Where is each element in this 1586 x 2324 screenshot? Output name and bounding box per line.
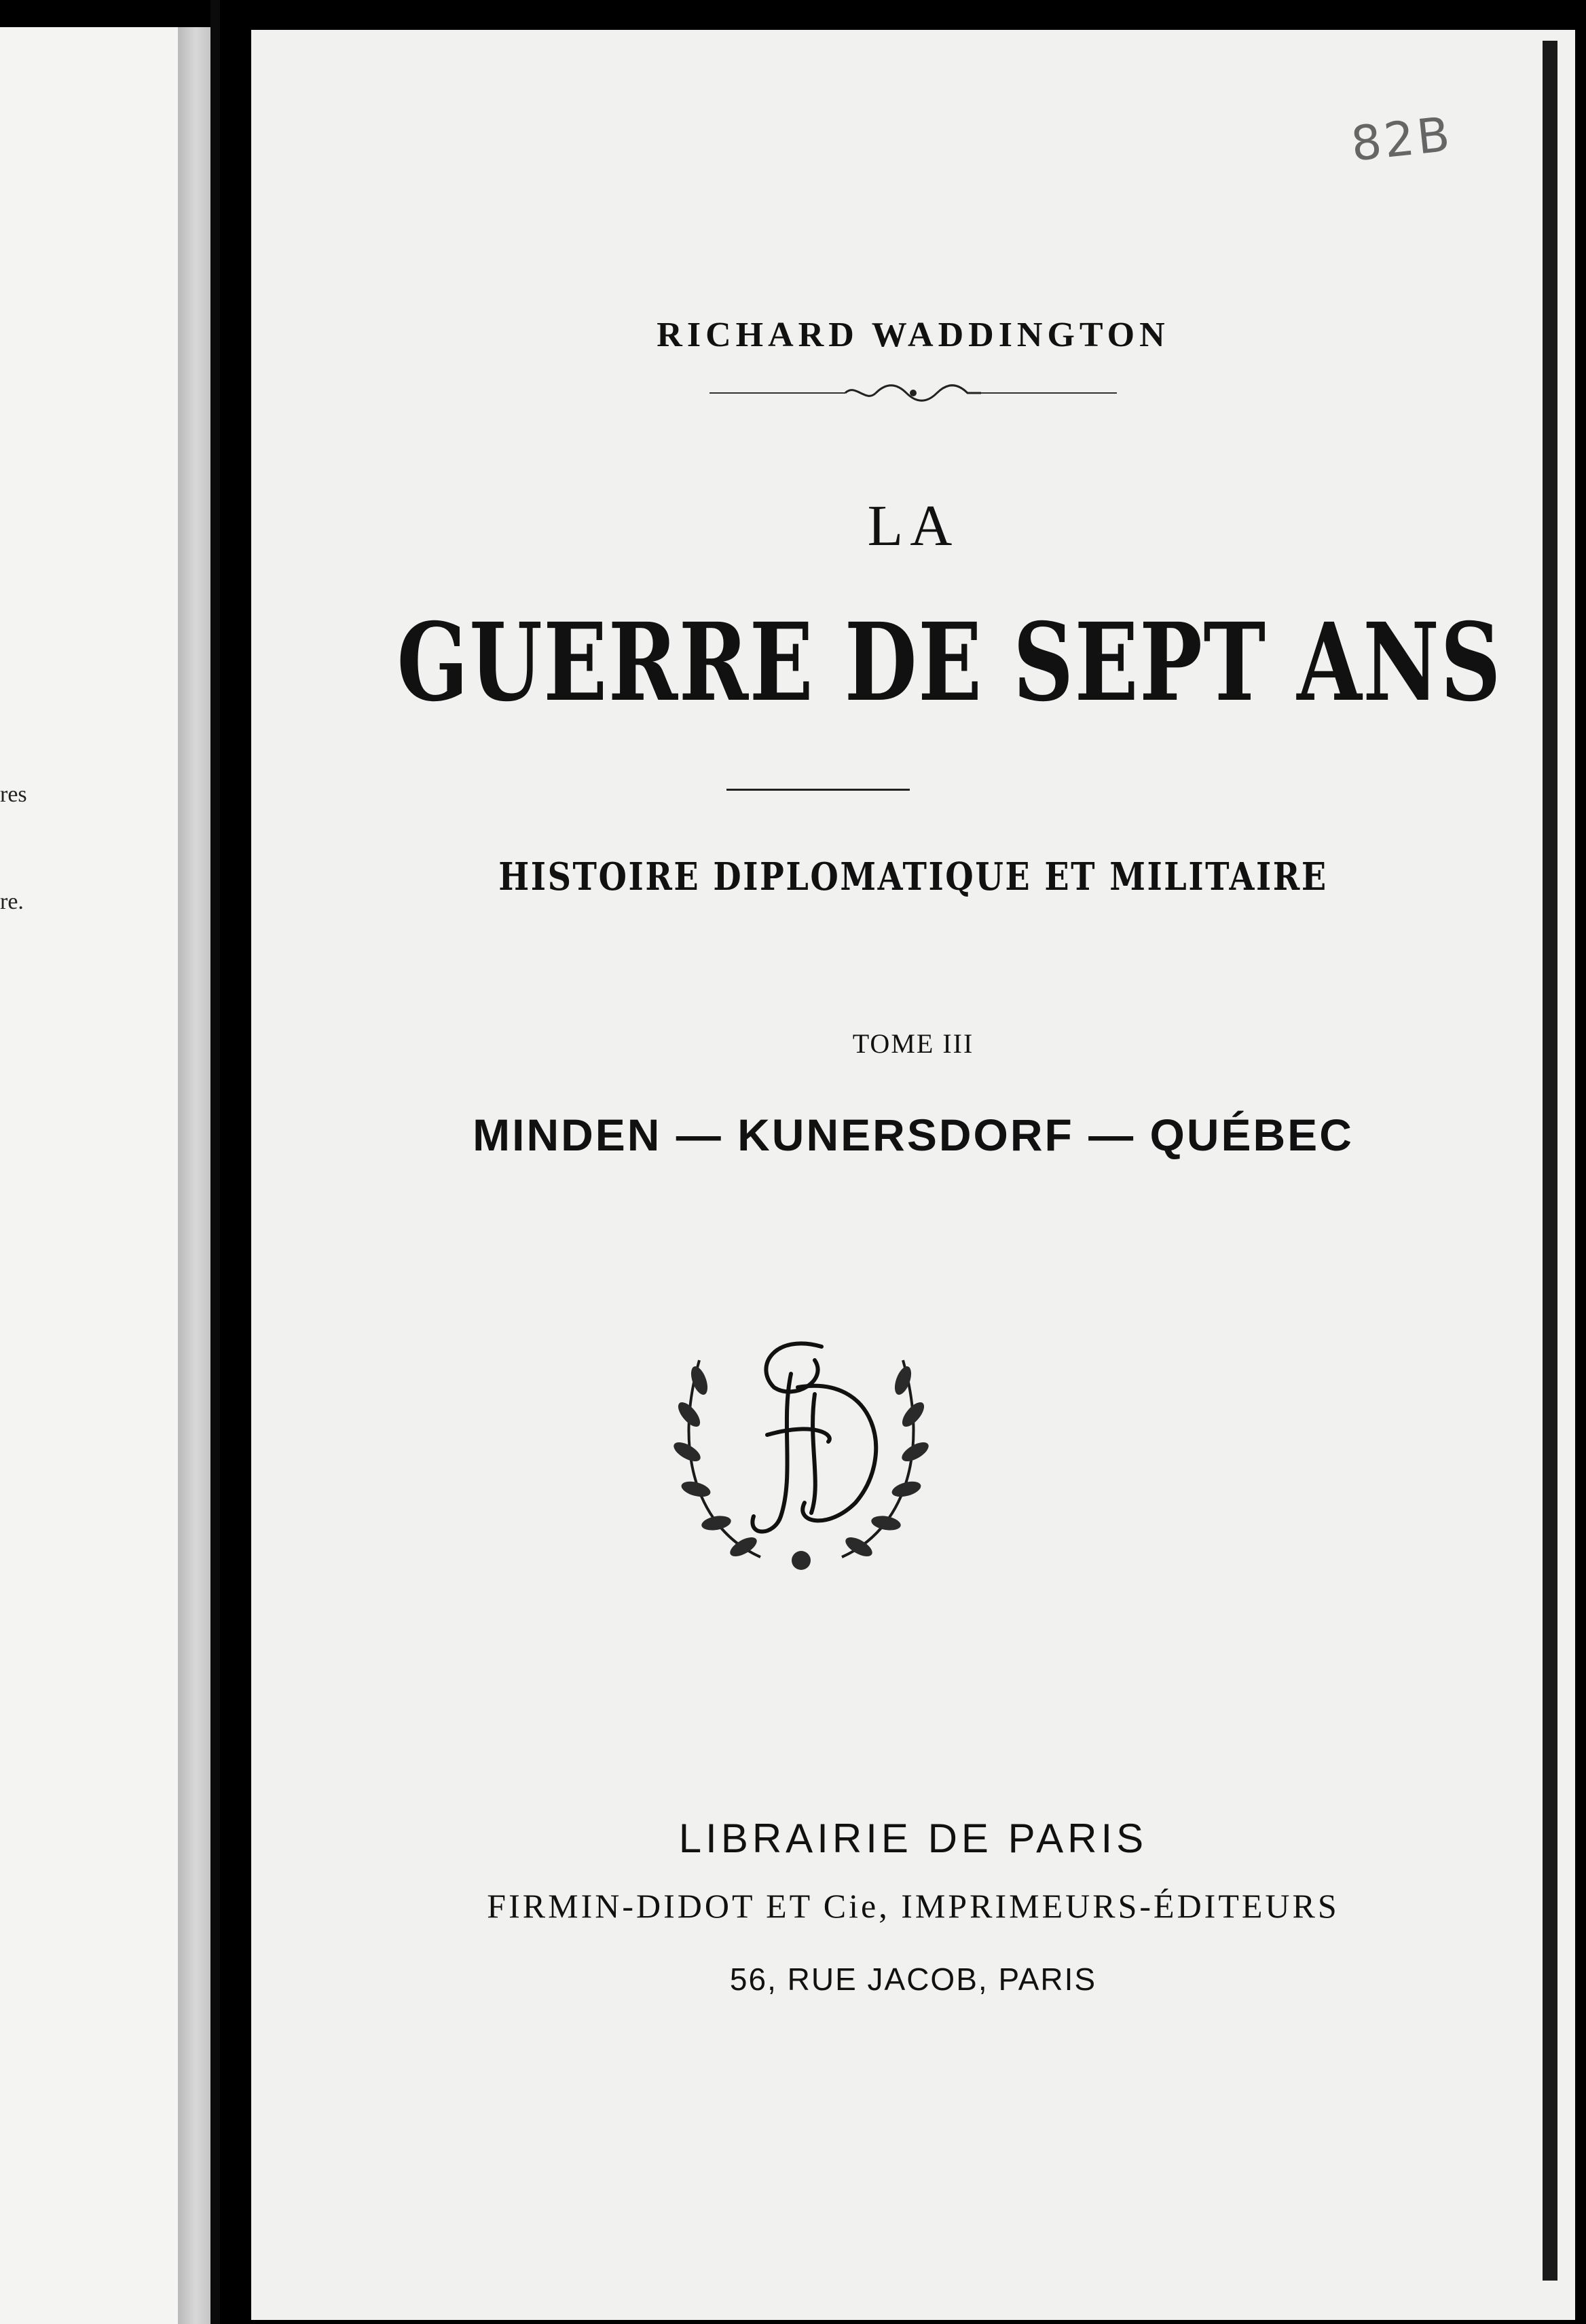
printer-line: FIRMIN-DIDOT ET Cie, IMPRIMEURS-ÉDITEURS [487,1887,1340,1925]
author-name: RICHARD WADDINGTON [657,316,1170,354]
monogram-wreath-icon [659,1319,944,1591]
title-rule [726,789,910,791]
ornament-divider-icon [709,379,1117,407]
volume-subtitle: MINDEN — KUNERSDORF — QUÉBEC [473,1110,1354,1160]
publisher-address: 56, RUE JACOB, PARIS [729,1962,1097,1997]
shelfmark: 82B [1348,106,1455,172]
page-edge [1543,41,1557,2281]
facing-page-fragment: res [0,782,27,807]
title-page [251,30,1575,2320]
volume-number: TOME III [852,1028,974,1059]
facing-page-fragment: re. [0,889,24,914]
facing-page [0,27,197,2324]
title-article: LA [867,493,959,558]
subtitle: HISTOIRE DIPLOMATIQUE ET MILITAIRE [498,855,1328,899]
main-title: GUERRE DE SEPT ANS [396,600,1502,726]
publisher-name: LIBRAIRIE DE PARIS [678,1816,1148,1861]
gutter-shadow [210,0,220,2324]
